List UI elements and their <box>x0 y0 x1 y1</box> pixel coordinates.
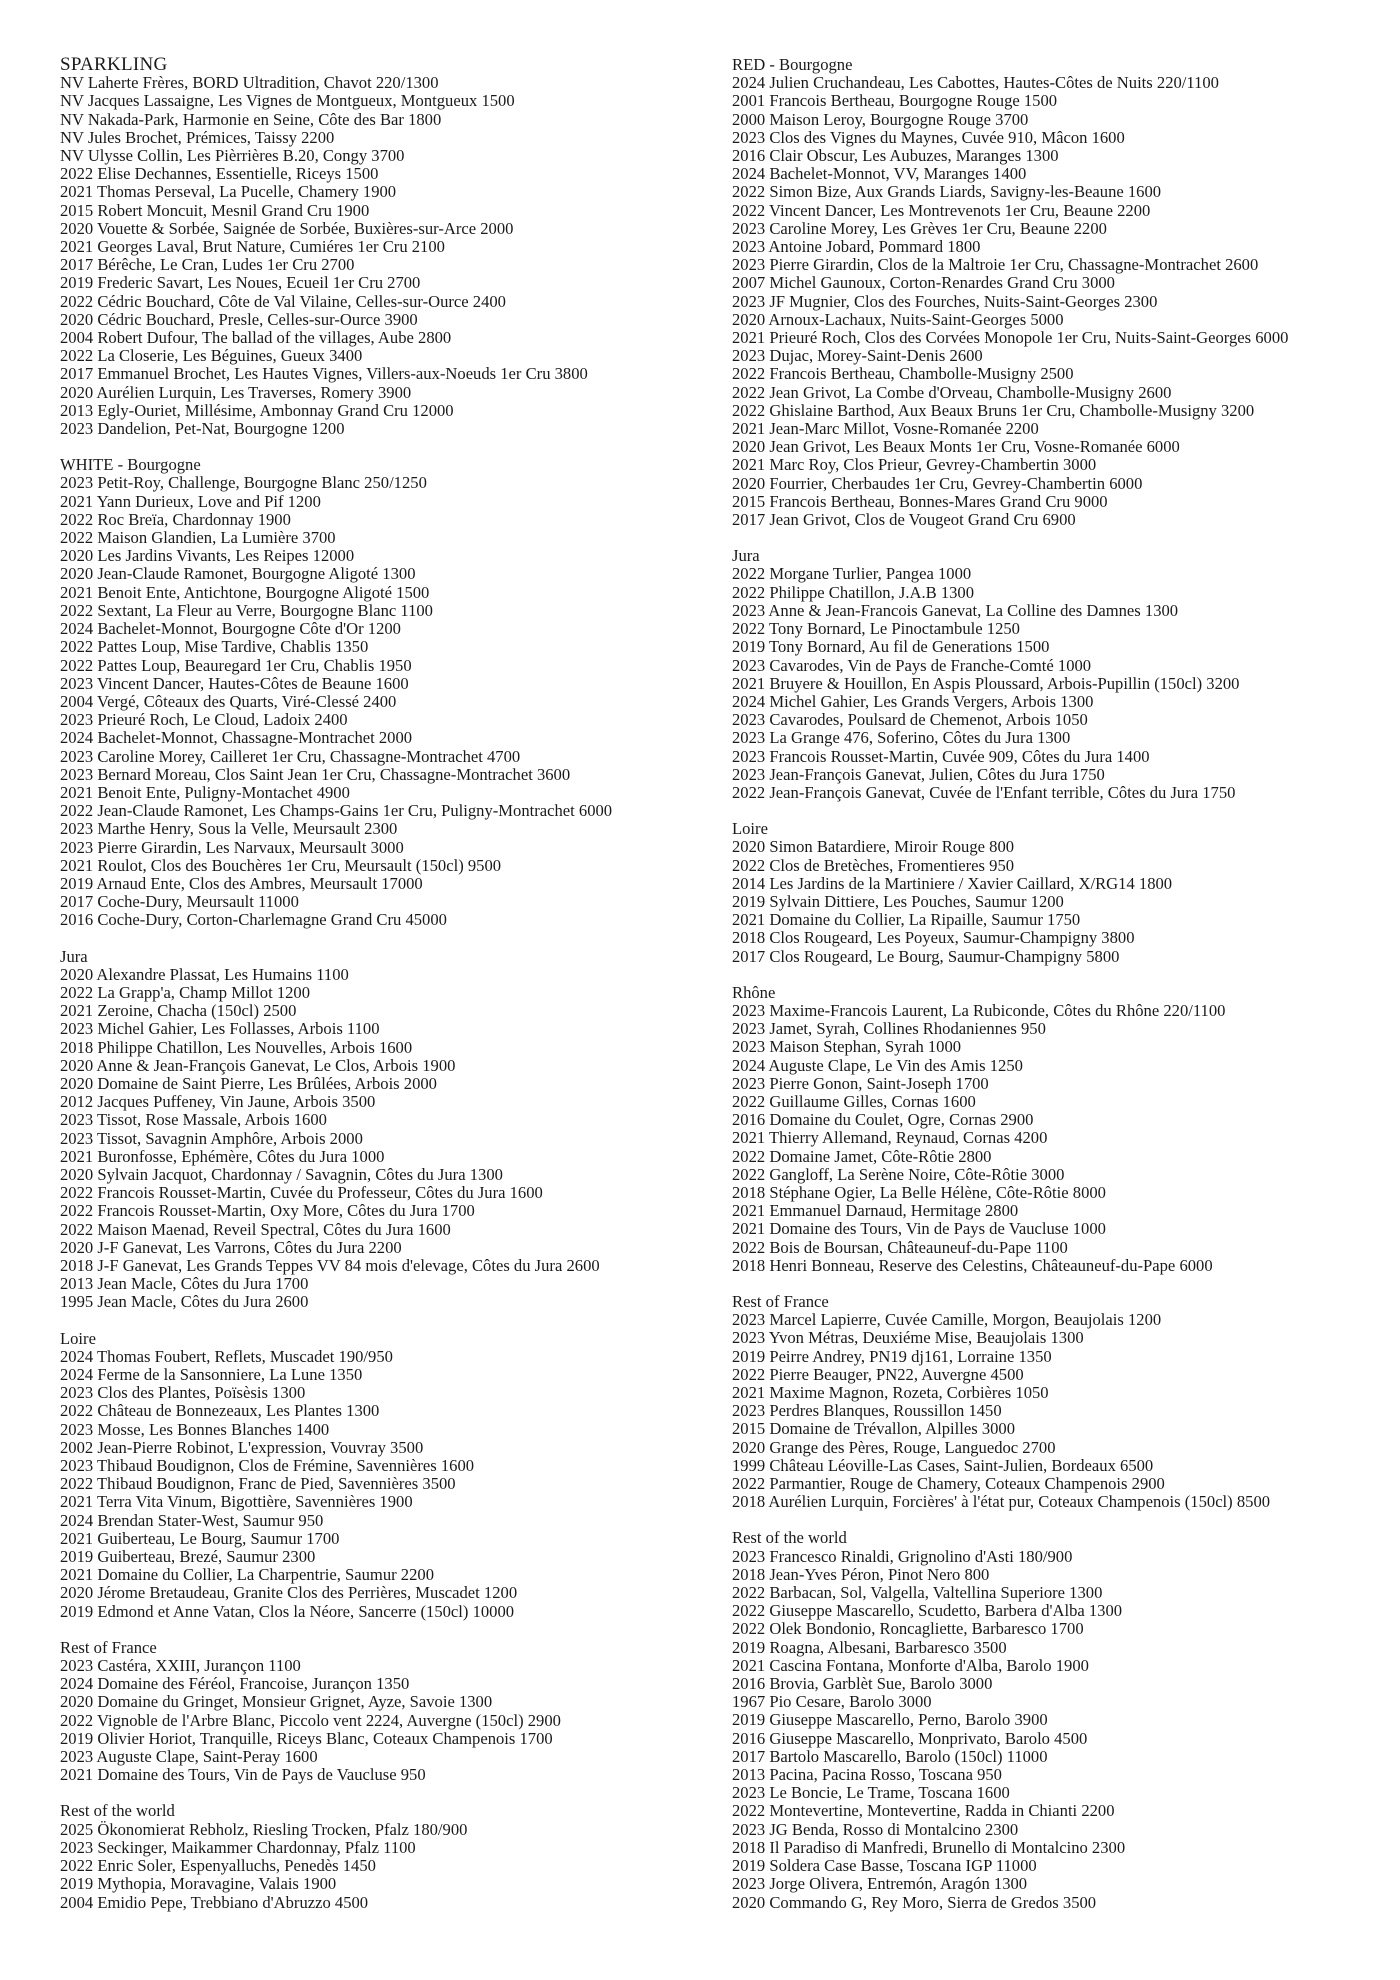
wine-entry: 2020 Simon Batardiere, Miroir Rouge 800 <box>732 837 1015 857</box>
wine-entry: 2021 Domaine du Collier, La Ripaille, Saumur 1750 <box>732 910 1081 930</box>
wine-entry: 2020 Domaine du Gringet, Monsieur Grignet, Ayze, Savoie 1300 <box>60 1692 493 1712</box>
section-title: Loire <box>732 819 768 839</box>
wine-entry: 2015 Domaine de Trévallon, Alpilles 3000 <box>732 1419 1016 1439</box>
wine-entry: 2023 Jamet, Syrah, Collines Rhodaniennes 950 <box>732 1019 1046 1039</box>
wine-list <box>732 74 1360 529</box>
wine-entry: 2022 Simon Bize, Aux Grands Liards, Savigny-les-Beaune 1600 <box>732 182 1162 202</box>
wine-entry: 2023 Jean-François Ganevat, Julien, Côtes du Jura 1750 <box>732 764 1105 784</box>
wine-entry: 2020 Commando G, Rey Moro, Sierra de Gredos 3500 <box>732 1892 1097 1912</box>
wine-entry: 2016 Domaine du Coulet, Ogre, Cornas 2900 <box>732 1110 1034 1130</box>
wine-entry: 2018 Clos Rougeard, Les Poyeux, Saumur-Champigny 3800 <box>732 928 1135 948</box>
wine-entry: 2022 Elise Dechannes, Essentielle, Riceys 1500 <box>60 164 379 184</box>
wine-entry: 2019 Giuseppe Mascarello, Perno, Barolo 3900 <box>732 1710 1048 1730</box>
wine-entry: 2022 Thibaud Boudignon, Franc de Pied, Savennières 3500 <box>60 1474 456 1494</box>
wine-entry: 2022 Cédric Bouchard, Côte de Val Vilaine, Celles-sur-Ource 2400 <box>60 291 506 311</box>
wine-entry: 2021 Domaine des Tours, Vin de Pays de Vaucluse 950 <box>60 1765 426 1785</box>
wine-entry: 2019 Olivier Horiot, Tranquille, Riceys Blanc, Coteaux Champenois 1700 <box>60 1728 553 1748</box>
wine-entry: 2023 Thibaud Boudignon, Clos de Frémine, Savennières 1600 <box>60 1456 475 1476</box>
wine-entry: 2022 Clos de Bretèches, Fromentieres 950 <box>732 855 1015 875</box>
wine-entry: 2021 Cascina Fontana, Monforte d'Alba, Barolo 1900 <box>732 1655 1089 1675</box>
wine-entry: 2021 Benoit Ente, Antichtone, Bourgogne Aligoté 1500 <box>60 582 430 602</box>
wine-list <box>732 838 1360 965</box>
wine-entry: 2022 Montevertine, Montevertine, Radda in Chianti 2200 <box>732 1801 1115 1821</box>
wine-entry: 2020 Les Jardins Vivants, Les Reipes 12000 <box>60 546 355 566</box>
wine-entry: 2020 Anne & Jean-François Ganevat, Le Clos, Arbois 1900 <box>60 1055 456 1075</box>
wine-entry: 2023 Tissot, Savagnin Amphôre, Arbois 2000 <box>60 1128 363 1148</box>
wine-entry: 2023 Pierre Girardin, Clos de la Maltroie 1er Cru, Chassagne-Montrachet 2600 <box>732 255 1259 275</box>
wine-entry: 2022 Francois Rousset-Martin, Oxy More, Côtes du Jura 1700 <box>60 1201 475 1221</box>
section-title: Rest of the world <box>732 1528 847 1548</box>
wine-entry: 2019 Tony Bornard, Au fil de Generations 1500 <box>732 637 1050 657</box>
section-loire <box>732 820 1360 966</box>
wine-entry: 2024 Auguste Clape, Le Vin des Amis 1250 <box>732 1055 1023 1075</box>
wine-entry: 2017 Bérêche, Le Cran, Ludes 1er Cru 2700 <box>60 255 355 275</box>
wine-entry: 2022 Bois de Boursan, Châteauneuf-du-Pape 1100 <box>732 1237 1068 1257</box>
wine-entry: 2023 Auguste Clape, Saint-Peray 1600 <box>60 1747 318 1767</box>
section-rest-of-france <box>60 1639 732 1785</box>
wine-entry: 2021 Thierry Allemand, Reynaud, Cornas 4200 <box>732 1128 1048 1148</box>
wine-entry: 2021 Domaine du Collier, La Charpentrie, Saumur 2200 <box>60 1565 434 1585</box>
wine-entry: 2022 Jean-Claude Ramonet, Les Champs-Gains 1er Cru, Puligny-Montrachet 6000 <box>60 801 613 821</box>
wine-entry: 2021 Guiberteau, Le Bourg, Saumur 1700 <box>60 1528 340 1548</box>
section-loire <box>60 1330 732 1621</box>
section-jura <box>732 547 1360 802</box>
wine-entry: 2023 Caroline Morey, Cailleret 1er Cru, Chassagne-Montrachet 4700 <box>60 746 521 766</box>
wine-entry: 2020 Vouette & Sorbée, Saignée de Sorbée, Buxières-sur-Arce 2000 <box>60 218 514 238</box>
wine-entry: 2023 Antoine Jobard, Pommard 1800 <box>732 237 981 257</box>
wine-entry: 2022 Roc Breïa, Chardonnay 1900 <box>60 509 291 529</box>
wine-entry: 2023 Tissot, Rose Massale, Arbois 1600 <box>60 1110 327 1130</box>
wine-entry: 2019 Soldera Case Basse, Toscana IGP 11000 <box>732 1856 1037 1876</box>
wine-entry: NV Ulysse Collin, Les Pièrrières B.20, Congy 3700 <box>60 146 405 166</box>
wine-entry: 2021 Roulot, Clos des Bouchères 1er Cru, Meursault (150cl) 9500 <box>60 855 502 875</box>
section-title: Rest of the world <box>60 1801 175 1821</box>
wine-entry: 2023 Maxime-Francois Laurent, La Rubiconde, Côtes du Rhône 220/1100 <box>732 1000 1226 1020</box>
wine-entry: 2023 Pierre Girardin, Les Narvaux, Meursault 3000 <box>60 837 404 857</box>
wine-entry: 2021 Emmanuel Darnaud, Hermitage 2800 <box>732 1201 1019 1221</box>
wine-entry: 2022 Francois Bertheau, Chambolle-Musigny 2500 <box>732 364 1074 384</box>
wine-entry: 2019 Peirre Andrey, PN19 dj161, Lorraine 1350 <box>732 1346 1052 1366</box>
wine-entry: 2021 Jean-Marc Millot, Vosne-Romanée 2200 <box>732 419 1039 439</box>
wine-entry: 2019 Sylvain Dittiere, Les Pouches, Saumur 1200 <box>732 891 1064 911</box>
wine-entry: 2022 Domaine Jamet, Côte-Rôtie 2800 <box>732 1146 992 1166</box>
wine-entry: 2017 Clos Rougeard, Le Bourg, Saumur-Champigny 5800 <box>732 946 1120 966</box>
wine-entry: 2020 Cédric Bouchard, Presle, Celles-sur-Ource 3900 <box>60 309 418 329</box>
section-title: Rest of France <box>60 1637 157 1657</box>
wine-entry: 2023 Jorge Olivera, Entremón, Aragón 1300 <box>732 1874 1028 1894</box>
wine-entry: 2020 Fourrier, Cherbaudes 1er Cru, Gevrey-Chambertin 6000 <box>732 473 1143 493</box>
wine-entry: 2004 Vergé, Côteaux des Quarts, Viré-Clessé 2400 <box>60 691 397 711</box>
wine-entry: 2020 J-F Ganevat, Les Varrons, Côtes du Jura 2200 <box>60 1237 402 1257</box>
wine-entry: 2016 Giuseppe Mascarello, Monprivato, Barolo 4500 <box>732 1728 1088 1748</box>
wine-entry: 2023 Francesco Rinaldi, Grignolino d'Asti 180/900 <box>732 1546 1073 1566</box>
wine-entry: 2022 Pattes Loup, Beauregard 1er Cru, Chablis 1950 <box>60 655 412 675</box>
wine-entry: 2023 Prieuré Roch, Le Cloud, Ladoix 2400 <box>60 710 348 730</box>
wine-entry: 2016 Clair Obscur, Les Aubuzes, Maranges 1300 <box>732 146 1059 166</box>
wine-entry: 2018 Henri Bonneau, Reserve des Celestins, Châteauneuf-du-Pape 6000 <box>732 1255 1213 1275</box>
wine-entry: 2022 Sextant, La Fleur au Verre, Bourgogne Blanc 1100 <box>60 600 433 620</box>
wine-entry: 2021 Terra Vita Vinum, Bigottière, Savennières 1900 <box>60 1492 413 1512</box>
wine-entry: 2023 Cavarodes, Poulsard de Chemenot, Arbois 1050 <box>732 710 1088 730</box>
wine-entry: 2024 Bachelet-Monnot, Chassagne-Montrachet 2000 <box>60 728 413 748</box>
wine-entry: 2022 Vignoble de l'Arbre Blanc, Piccolo vent 2224, Auvergne (150cl) 2900 <box>60 1710 561 1730</box>
wine-list <box>732 1002 1360 1275</box>
wine-entry: 2022 Jean-François Ganevat, Cuvée de l'Enfant terrible, Côtes du Jura 1750 <box>732 782 1236 802</box>
wine-entry: 2019 Mythopia, Moravagine, Valais 1900 <box>60 1874 337 1894</box>
wine-entry: 2023 Mosse, Les Bonnes Blanches 1400 <box>60 1419 330 1439</box>
wine-entry: 2022 Guillaume Gilles, Cornas 1600 <box>732 1091 976 1111</box>
wine-entry: 2021 Marc Roy, Clos Prieur, Gevrey-Chambertin 3000 <box>732 455 1097 475</box>
wine-entry: 2018 Philippe Chatillon, Les Nouvelles, Arbois 1600 <box>60 1037 413 1057</box>
wine-entry: 2023 Caroline Morey, Les Grèves 1er Cru, Beaune 2200 <box>732 218 1107 238</box>
section-title: Rest of France <box>732 1292 829 1311</box>
wine-entry: 2023 La Grange 476, Soferino, Côtes du Jura 1300 <box>732 728 1071 748</box>
wine-entry: 2023 Marthe Henry, Sous la Velle, Meursault 2300 <box>60 819 398 839</box>
wine-entry: 2024 Thomas Foubert, Reflets, Muscadet 190/950 <box>60 1346 393 1366</box>
wine-entry: 2021 Buronfosse, Ephémère, Côtes du Jura 1000 <box>60 1146 385 1166</box>
wine-entry: 2022 Olek Bondonio, Roncagliette, Barbaresco 1700 <box>732 1619 1084 1639</box>
left-column <box>60 56 732 1930</box>
wine-entry: 2007 Michel Gaunoux, Corton-Renardes Grand Cru 3000 <box>732 273 1115 293</box>
wine-entry: 2022 Gangloff, La Serène Noire, Côte-Rôtie 3000 <box>732 1164 1065 1184</box>
wine-entry: 2013 Jean Macle, Côtes du Jura 1700 <box>60 1274 309 1294</box>
wine-entry: 2023 Dandelion, Pet-Nat, Bourgogne 1200 <box>60 419 345 439</box>
wine-entry: 2024 Bachelet-Monnot, VV, Maranges 1400 <box>732 164 1027 184</box>
wine-entry: 2022 Barbacan, Sol, Valgella, Valtellina Superiore 1300 <box>732 1583 1103 1603</box>
wine-entry: 2023 Pierre Gonon, Saint-Joseph 1700 <box>732 1073 989 1093</box>
wine-entry: 2023 Francois Rousset-Martin, Cuvée 909, Côtes du Jura 1400 <box>732 746 1150 766</box>
section-title: RED - Bourgogne <box>732 55 853 74</box>
wine-entry: 2024 Domaine des Féréol, Francoise, Jurançon 1350 <box>60 1674 410 1694</box>
wine-entry: 2022 Jean Grivot, La Combe d'Orveau, Chambolle-Musigny 2600 <box>732 382 1172 402</box>
wine-entry: 2021 Zeroine, Chacha (150cl) 2500 <box>60 1001 297 1021</box>
wine-entry: 2020 Alexandre Plassat, Les Humains 1100 <box>60 964 349 984</box>
wine-entry: 2022 Pattes Loup, Mise Tardive, Chablis 1350 <box>60 637 369 657</box>
wine-entry: 2023 Cavarodes, Vin de Pays de Franche-Comté 1000 <box>732 655 1092 675</box>
wine-entry: 2023 Perdres Blanques, Roussillon 1450 <box>732 1401 1002 1421</box>
wine-entry: 2021 Bruyere & Houillon, En Aspis Ploussard, Arbois-Pupillin (150cl) 3200 <box>732 673 1240 693</box>
section-white-bourgogne <box>60 456 732 929</box>
wine-entry: 1995 Jean Macle, Côtes du Jura 2600 <box>60 1292 309 1312</box>
wine-entry: 2022 La Closerie, Les Béguines, Gueux 3400 <box>60 346 363 366</box>
wine-entry: 2001 Francois Bertheau, Bourgogne Rouge 1500 <box>732 91 1058 111</box>
wine-entry: 2021 Yann Durieux, Love and Pif 1200 <box>60 491 321 511</box>
wine-entry: 2023 Dujac, Morey-Saint-Denis 2600 <box>732 346 983 366</box>
wine-entry: 2022 Philippe Chatillon, J.A.B 1300 <box>732 582 975 602</box>
wine-entry: NV Jacques Lassaigne, Les Vignes de Montgueux, Montgueux 1500 <box>60 91 515 111</box>
wine-entry: 2018 Stéphane Ogier, La Belle Hélène, Côte-Rôtie 8000 <box>732 1182 1106 1202</box>
wine-list <box>60 1657 732 1784</box>
wine-entry: 2015 Francois Bertheau, Bonnes-Mares Grand Cru 9000 <box>732 491 1108 511</box>
wine-entry: 2023 Le Boncie, Le Trame, Toscana 1600 <box>732 1783 1010 1803</box>
wine-entry: 2021 Prieuré Roch, Clos des Corvées Monopole 1er Cru, Nuits-Saint-Georges 6000 <box>732 328 1289 348</box>
wine-entry: 1999 Château Léoville-Las Cases, Saint-Julien, Bordeaux 6500 <box>732 1455 1154 1475</box>
wine-entry: 2023 Marcel Lapierre, Cuvée Camille, Morgon, Beaujolais 1200 <box>732 1310 1162 1330</box>
wine-entry: 2021 Maxime Magnon, Rozeta, Corbières 1050 <box>732 1383 1049 1403</box>
right-column <box>732 56 1360 1930</box>
section-rest-of-the-world <box>60 1802 732 1911</box>
wine-entry: 2023 JF Mugnier, Clos des Fourches, Nuits-Saint-Georges 2300 <box>732 291 1158 311</box>
wine-entry: 2023 JG Benda, Rosso di Montalcino 2300 <box>732 1819 1019 1839</box>
wine-entry: 2024 Julien Cruchandeau, Les Cabottes, Hautes-Côtes de Nuits 220/1100 <box>732 73 1219 93</box>
wine-entry: 2021 Georges Laval, Brut Nature, Cumiéres 1er Cru 2100 <box>60 237 445 257</box>
wine-entry: 2019 Frederic Savart, Les Noues, Ecueil 1er Cru 2700 <box>60 273 421 293</box>
wine-entry: 2023 Petit-Roy, Challenge, Bourgogne Blanc 250/1250 <box>60 473 427 493</box>
wine-entry: 2023 Yvon Métras, Deuxiéme Mise, Beaujolais 1300 <box>732 1328 1084 1348</box>
wine-entry: 2020 Sylvain Jacquot, Chardonnay / Savagnin, Côtes du Jura 1300 <box>60 1164 503 1184</box>
wine-entry: 2002 Jean-Pierre Robinot, L'expression, Vouvray 3500 <box>60 1437 424 1457</box>
wine-entry: 2022 Tony Bornard, Le Pinoctambule 1250 <box>732 619 1020 639</box>
wine-entry: 2017 Bartolo Mascarello, Barolo (150cl) 11000 <box>732 1746 1048 1766</box>
wine-entry: 2022 La Grapp'a, Champ Millot 1200 <box>60 982 311 1002</box>
wine-entry: 2022 Parmantier, Rouge de Chamery, Coteaux Champenois 2900 <box>732 1474 1165 1494</box>
wine-entry: 2004 Emidio Pepe, Trebbiano d'Abruzzo 4500 <box>60 1892 369 1912</box>
wine-entry: 2023 Michel Gahier, Les Follasses, Arbois 1100 <box>60 1019 380 1039</box>
wine-entry: 2017 Coche-Dury, Meursault 11000 <box>60 892 299 912</box>
wine-entry: 2023 Clos des Vignes du Maynes, Cuvée 910, Mâcon 1600 <box>732 127 1125 147</box>
wine-list-page <box>60 56 1360 1930</box>
wine-entry: 2023 Seckinger, Maikammer Chardonnay, Pfalz 1100 <box>60 1837 416 1857</box>
wine-entry: 2022 Maison Maenad, Reveil Spectral, Côtes du Jura 1600 <box>60 1219 451 1239</box>
wine-list <box>60 74 732 438</box>
wine-list <box>732 1311 1360 1511</box>
wine-entry: 2022 Giuseppe Mascarello, Scudetto, Barbera d'Alba 1300 <box>732 1601 1123 1621</box>
wine-entry: 2024 Brendan Stater-West, Saumur 950 <box>60 1510 324 1530</box>
section-rest-of-france <box>732 1293 1360 1511</box>
wine-list <box>60 1821 732 1912</box>
wine-list <box>732 565 1360 802</box>
section-title: Jura <box>60 946 88 966</box>
wine-entry: 2022 Enric Soler, Espenyalluchs, Penedès 1450 <box>60 1856 376 1876</box>
section-title: Rhône <box>732 982 776 1002</box>
section-rhone <box>732 984 1360 1275</box>
wine-entry: 2024 Ferme de la Sansonniere, La Lune 1350 <box>60 1365 363 1385</box>
wine-entry: 2025 Ökonomierat Rebholz, Riesling Trocken, Pfalz 180/900 <box>60 1819 468 1839</box>
wine-entry: 2020 Grange des Pères, Rouge, Languedoc 2700 <box>732 1437 1056 1457</box>
section-rest-of-the-world <box>732 1529 1360 1911</box>
wine-entry: 2016 Coche-Dury, Corton-Charlemagne Grand Cru 45000 <box>60 910 447 930</box>
wine-entry: 2020 Jean Grivot, Les Beaux Monts 1er Cru, Vosne-Romanée 6000 <box>732 437 1180 457</box>
wine-entry: 2021 Thomas Perseval, La Pucelle, Chamery 1900 <box>60 182 397 202</box>
wine-entry: 2021 Domaine des Tours, Vin de Pays de Vaucluse 1000 <box>732 1219 1106 1239</box>
wine-entry: 1967 Pio Cesare, Barolo 3000 <box>732 1692 932 1712</box>
section-jura <box>60 948 732 1312</box>
wine-entry: 2013 Egly-Ouriet, Millésime, Ambonnay Grand Cru 12000 <box>60 400 454 420</box>
wine-entry: NV Jules Brochet, Prémices, Taissy 2200 <box>60 127 335 147</box>
wine-list <box>60 1348 732 1621</box>
wine-entry: 2013 Pacina, Pacina Rosso, Toscana 950 <box>732 1765 1002 1785</box>
wine-entry: 2020 Jean-Claude Ramonet, Bourgogne Aligoté 1300 <box>60 564 416 584</box>
wine-entry: 2022 Francois Rousset-Martin, Cuvée du Professeur, Côtes du Jura 1600 <box>60 1183 543 1203</box>
section-title: Jura <box>732 546 760 566</box>
wine-entry: 2022 Château de Bonnezeaux, Les Plantes 1300 <box>60 1401 380 1421</box>
wine-entry: 2022 Vincent Dancer, Les Montrevenots 1er Cru, Beaune 2200 <box>732 200 1151 220</box>
wine-entry: 2004 Robert Dufour, The ballad of the villages, Aube 2800 <box>60 328 452 348</box>
wine-entry: 2019 Edmond et Anne Vatan, Clos la Néore, Sancerre (150cl) 10000 <box>60 1601 515 1621</box>
wine-entry: NV Nakada-Park, Harmonie en Seine, Côte des Bar 1800 <box>60 109 442 129</box>
wine-entry: 2024 Bachelet-Monnot, Bourgogne Côte d'Or 1200 <box>60 619 401 639</box>
wine-entry: 2017 Jean Grivot, Clos de Vougeot Grand Cru 6900 <box>732 510 1076 530</box>
section-red-bourgogne <box>732 56 1360 529</box>
section-title: WHITE - Bourgogne <box>60 455 201 475</box>
wine-entry: 2020 Arnoux-Lachaux, Nuits-Saint-Georges 5000 <box>732 309 1064 329</box>
wine-entry: 2018 J-F Ganevat, Les Grands Teppes VV 84 mois d'elevage, Côtes du Jura 2600 <box>60 1256 600 1275</box>
wine-entry: 2023 Maison Stephan, Syrah 1000 <box>732 1037 962 1057</box>
wine-entry: 2024 Michel Gahier, Les Grands Vergers, Arbois 1300 <box>732 691 1094 711</box>
wine-entry: 2018 Il Paradiso di Manfredi, Brunello di Montalcino 2300 <box>732 1837 1126 1857</box>
wine-entry: 2022 Maison Glandien, La Lumière 3700 <box>60 528 336 548</box>
wine-entry: 2022 Pierre Beauger, PN22, Auvergne 4500 <box>732 1364 1024 1384</box>
wine-entry: 2020 Domaine de Saint Pierre, Les Brûlées, Arbois 2000 <box>60 1073 437 1093</box>
wine-entry: 2023 Vincent Dancer, Hautes-Côtes de Beaune 1600 <box>60 673 409 693</box>
wine-entry: 2020 Aurélien Lurquin, Les Traverses, Romery 3900 <box>60 382 412 402</box>
wine-list <box>732 1548 1360 1912</box>
wine-entry: 2023 Clos des Plantes, Poïsèsis 1300 <box>60 1383 306 1403</box>
wine-entry: NV Laherte Frères, BORD Ultradition, Chavot 220/1300 <box>60 73 439 93</box>
section-title: Loire <box>60 1328 96 1348</box>
wine-entry: 2022 Morgane Turlier, Pangea 1000 <box>732 564 972 584</box>
wine-entry: 2020 Jérome Bretaudeau, Granite Clos des Perrières, Muscadet 1200 <box>60 1583 518 1603</box>
wine-entry: 2012 Jacques Puffeney, Vin Jaune, Arbois 3500 <box>60 1092 376 1112</box>
wine-entry: 2019 Guiberteau, Brezé, Saumur 2300 <box>60 1547 316 1567</box>
wine-entry: 2022 Ghislaine Barthod, Aux Beaux Bruns 1er Cru, Chambolle-Musigny 3200 <box>732 400 1255 420</box>
wine-entry: 2017 Emmanuel Brochet, Les Hautes Vignes, Villers-aux-Noeuds 1er Cru 3800 <box>60 364 588 384</box>
wine-list <box>60 966 732 1312</box>
wine-entry: 2016 Brovia, Garblèt Sue, Barolo 3000 <box>732 1674 993 1694</box>
section-sparkling <box>60 56 732 438</box>
wine-entry: 2014 Les Jardins de la Martiniere / Xavier Caillard, X/RG14 1800 <box>732 873 1173 893</box>
wine-entry: 2023 Anne & Jean-Francois Ganevat, La Colline des Damnes 1300 <box>732 600 1179 620</box>
wine-entry: 2019 Arnaud Ente, Clos des Ambres, Meursault 17000 <box>60 873 423 893</box>
wine-entry: 2019 Roagna, Albesani, Barbaresco 3500 <box>732 1637 1007 1657</box>
wine-entry: 2018 Aurélien Lurquin, Forcières' à l'état pur, Coteaux Champenois (150cl) 8500 <box>732 1492 1271 1512</box>
wine-entry: 2015 Robert Moncuit, Mesnil Grand Cru 1900 <box>60 200 370 220</box>
section-title: SPARKLING <box>60 54 168 75</box>
wine-list <box>60 474 732 929</box>
wine-entry: 2000 Maison Leroy, Bourgogne Rouge 3700 <box>732 109 1029 129</box>
wine-entry: 2023 Castéra, XXIII, Jurançon 1100 <box>60 1656 301 1676</box>
wine-entry: 2021 Benoit Ente, Puligny-Montachet 4900 <box>60 782 350 802</box>
wine-entry: 2023 Bernard Moreau, Clos Saint Jean 1er Cru, Chassagne-Montrachet 3600 <box>60 764 571 784</box>
wine-entry: 2018 Jean-Yves Péron, Pinot Nero 800 <box>732 1564 990 1584</box>
